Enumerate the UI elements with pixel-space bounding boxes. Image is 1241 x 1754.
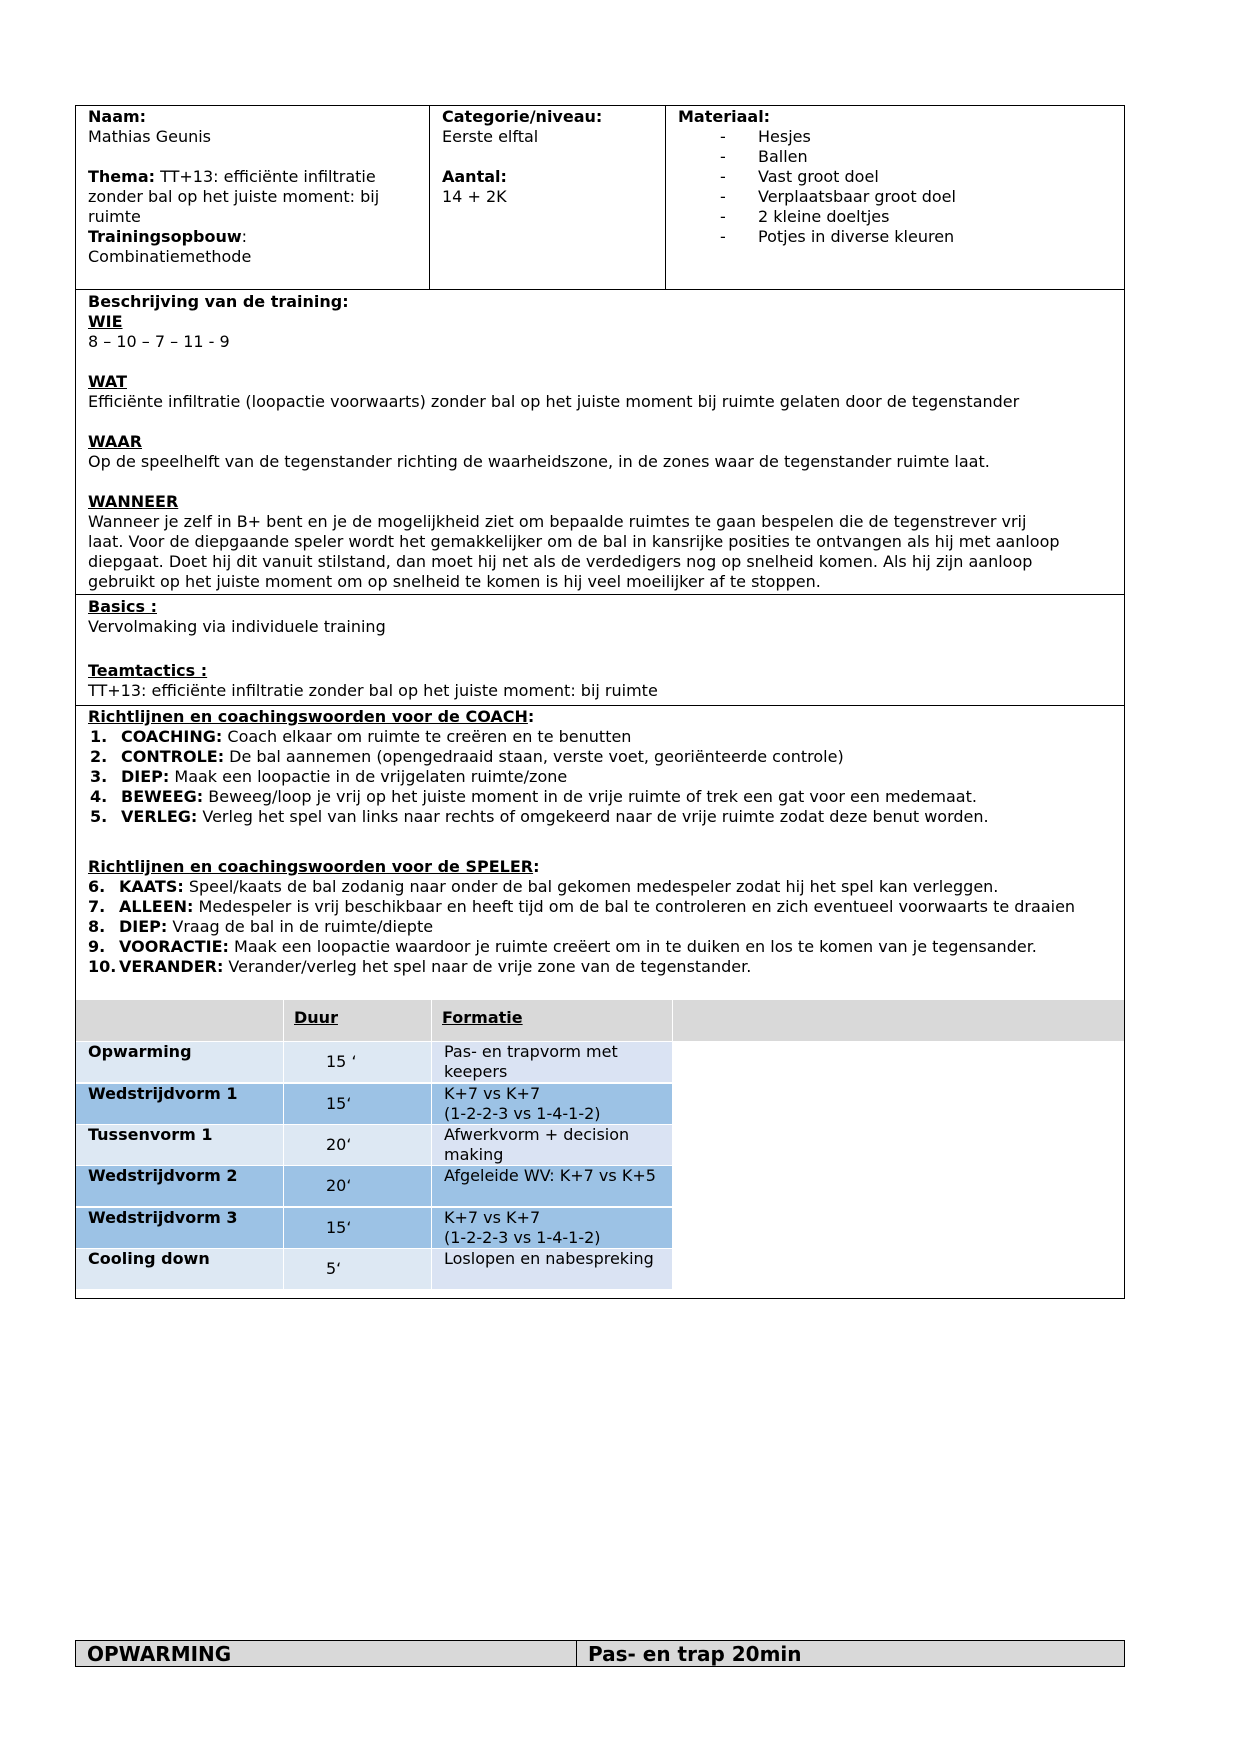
beschrijving-section [76, 292, 1124, 592]
materiaal-item [678, 167, 1112, 187]
teamtactics-value: TT+13: efficiënte infiltratie zonder bal op het juiste moment: bij ruimte [88, 681, 658, 700]
coaching-item [88, 877, 1112, 897]
dash: - [720, 187, 726, 206]
colon: : [527, 707, 535, 726]
item-keyword: KAATS: [119, 877, 184, 896]
row-divider [76, 1165, 672, 1166]
materiaal-text: Vast groot doel [758, 167, 879, 186]
aantal-label: Aantal: [442, 167, 507, 186]
materiaal-label: Materiaal: [678, 107, 771, 126]
item-number: 2. [90, 747, 108, 766]
schedule-row [76, 1248, 672, 1289]
wie-label: WIE [88, 312, 123, 331]
item-number: 6. [88, 877, 106, 896]
coaching-item [90, 747, 1112, 767]
item-text [119, 957, 751, 977]
item-description: Coach elkaar om ruimte te creëren en te benutten [222, 727, 632, 746]
wat-label: WAT [88, 372, 127, 391]
beschrijving-title: Beschrijving van de training: [88, 292, 349, 311]
row-name: Cooling down [76, 1248, 283, 1289]
coach-list [88, 727, 1112, 827]
item-number: 10. [88, 957, 117, 976]
cell-divider [283, 1248, 284, 1289]
item-number: 4. [90, 787, 108, 806]
categorie-label: Categorie/niveau: [442, 107, 603, 126]
item-text [119, 917, 433, 937]
row-duur: 5‘ [284, 1248, 431, 1289]
item-keyword: DIEP: [119, 917, 168, 936]
schedule-header [76, 1000, 1124, 1041]
item-description: Verleg het spel van links naar rechts of omgekeerd naar de vrije ruimte zodat deze benut worden. [197, 807, 989, 826]
item-number: 8. [88, 917, 106, 936]
wanneer-label: WANNEER [88, 492, 179, 511]
speler-title [88, 857, 1112, 877]
speler-title-text: Richtlijnen en coachingswoorden voor de SPELER [88, 857, 534, 876]
row-formatie: Afwerkvorm + decision making [432, 1124, 672, 1165]
dash: - [720, 127, 726, 146]
item-text [119, 897, 1075, 917]
row-divider [76, 1083, 672, 1084]
row-name: Opwarming [76, 1041, 283, 1082]
cell-divider [431, 1248, 432, 1289]
schedule-row [76, 1207, 672, 1248]
schedule-row [76, 1083, 672, 1124]
row-name: Wedstrijdvorm 2 [76, 1165, 283, 1206]
item-text [119, 937, 1037, 957]
item-number: 1. [90, 727, 108, 746]
coaching-item [90, 807, 1112, 827]
opbouw [88, 227, 416, 247]
aantal-value: 14 + 2K [442, 187, 507, 206]
item-keyword: COACHING: [121, 727, 223, 746]
item-keyword: VERLEG: [121, 807, 198, 826]
item-keyword: VERANDER: [119, 957, 224, 976]
item-description: De bal aannemen (opengedraaid staan, verste voet, georiënteerde controle) [224, 747, 844, 766]
waar-value: Op de speelhelft van de tegenstander richting de waarheidszone, in de zones waar de tegenstander ruimte laat. [88, 452, 990, 471]
section-title: OPWARMING [87, 1642, 232, 1666]
materiaal-text: Ballen [758, 147, 808, 166]
materiaal-text: Verplaatsbaar groot doel [758, 187, 956, 206]
row-formatie: K+7 vs K+7 (1-2-2-3 vs 1-4-1-2) [432, 1207, 672, 1248]
item-text [121, 787, 977, 807]
row-formatie: K+7 vs K+7 (1-2-2-3 vs 1-4-1-2) [432, 1083, 672, 1124]
basics-value: Vervolmaking via individuele training [88, 617, 386, 636]
coaching-item [88, 897, 1112, 917]
thema-value: TT+13: efficiënte infiltratie zonder bal op het juiste moment: bij ruimte [88, 167, 380, 226]
dash: - [720, 207, 726, 226]
dash: - [720, 147, 726, 166]
row-divider [76, 1207, 672, 1208]
row-formatie: Afgeleide WV: K+7 vs K+5 [432, 1165, 672, 1206]
cell-divider [283, 1124, 284, 1165]
item-description: Maak een loopactie waardoor je ruimte creëert om in te duiken en los te komen van je tegensander. [228, 937, 1037, 956]
item-description: Speel/kaats de bal zodanig naar onder de bal gekomen medespeler zodat hij het spel kan verleggen. [183, 877, 999, 896]
opbouw-value: Combinatiemethode [88, 247, 252, 266]
wanneer-line: diepgaat. Doet hij dit vanuit stilstand, dan moet hij net als de verdedigers nog op snelheid komen. Als hij zijn aanloop [88, 552, 1033, 571]
row-divider [76, 1248, 672, 1249]
item-keyword: DIEP: [121, 767, 170, 786]
wat-value: Efficiënte infiltratie (loopactie voorwaarts) zonder bal op het juiste moment bij ruimte gelaten door de tegenstander [88, 392, 1020, 411]
section-bar [75, 1640, 1125, 1667]
wanneer-line: laat. Voor de diepgaande speler wordt het gemakkelijker om de bal in kansrijke posities te ontvangen als hij met aanloop [88, 532, 1060, 551]
cell-divider [283, 1041, 284, 1082]
naam-cell [76, 107, 428, 267]
thema [88, 167, 418, 227]
dash: - [720, 227, 726, 246]
coaching-item [88, 917, 1112, 937]
item-keyword: ALLEEN: [119, 897, 194, 916]
divider [75, 705, 1125, 706]
cell-divider [283, 1083, 284, 1124]
divider [75, 594, 1125, 595]
wanneer-line: gebruikt op het juiste moment om op snelheid te komen is hij veel moeilijker af te stoppen. [88, 572, 821, 591]
item-description: Verander/verleg het spel naar de vrije zone van de tegenstander. [223, 957, 752, 976]
schedule-row [76, 1124, 672, 1165]
wie-value: 8 – 10 – 7 – 11 - 9 [88, 332, 230, 351]
row-formatie: Pas- en trapvorm met keepers [432, 1041, 672, 1082]
item-description: Maak een loopactie in de vrijgelaten ruimte/zone [169, 767, 568, 786]
colon: : [533, 857, 540, 876]
coaching-item [88, 937, 1112, 957]
item-number: 9. [88, 937, 106, 956]
waar-label: WAAR [88, 432, 143, 451]
cell-divider [431, 1041, 432, 1082]
divider [75, 289, 1125, 290]
materiaal-item [678, 207, 1112, 227]
item-keyword: CONTROLE: [121, 747, 225, 766]
item-text [121, 807, 989, 827]
row-name: Wedstrijdvorm 1 [76, 1083, 283, 1124]
coaching-section [76, 707, 1124, 977]
cell-divider [431, 1124, 432, 1165]
cell-divider [431, 1083, 432, 1124]
row-duur: 15 ‘ [284, 1041, 431, 1082]
categorie-cell [430, 107, 664, 207]
item-text [121, 747, 844, 767]
basics-label: Basics : [88, 597, 157, 616]
opbouw-label: Trainingsopbouw [88, 227, 242, 246]
item-number: 5. [90, 807, 108, 826]
item-description: Beweeg/loop je vrij op het juiste moment in de vrije ruimte of trek een gat voor een medemaat. [203, 787, 977, 806]
naam-label: Naam: [88, 107, 147, 126]
materiaal-text: 2 kleine doeltjes [758, 207, 890, 226]
coaching-item [90, 767, 1112, 787]
item-keyword: VOORACTIE: [119, 937, 229, 956]
cell-divider [431, 1207, 432, 1248]
materiaal-text: Potjes in diverse kleuren [758, 227, 955, 246]
opbouw-colon: : [241, 227, 248, 246]
dash: - [720, 167, 726, 186]
naam-value: Mathias Geunis [88, 127, 211, 146]
materiaal-item [678, 147, 1112, 167]
row-duur: 15‘ [284, 1083, 431, 1124]
basics-section [76, 597, 1124, 701]
section-duration: Pas- en trap 20min [588, 1642, 802, 1666]
schedule-row [76, 1165, 672, 1206]
thema-label: Thema: [88, 167, 156, 186]
materiaal-text: Hesjes [758, 127, 811, 146]
coaching-item [90, 787, 1112, 807]
item-keyword: BEWEEG: [121, 787, 204, 806]
coach-title [88, 707, 1112, 727]
cell-divider [283, 1165, 284, 1206]
header-duur: Duur [294, 1008, 338, 1027]
teamtactics-label: Teamtactics : [88, 661, 208, 680]
row-duur: 20‘ [284, 1124, 431, 1165]
cell-divider [431, 1165, 432, 1206]
categorie-value: Eerste elftal [442, 127, 539, 146]
row-name: Tussenvorm 1 [76, 1124, 283, 1165]
item-text [121, 767, 567, 787]
row-divider [76, 1041, 672, 1042]
row-duur: 15‘ [284, 1207, 431, 1248]
coaching-item [88, 957, 1112, 977]
item-description: Vraag de bal in de ruimte/diepte [167, 917, 434, 936]
materiaal-item [678, 227, 1112, 247]
item-description: Medespeler is vrij beschikbaar en heeft tijd om de bal te controleren en zich eventueel voorwaarts te draaien [193, 897, 1076, 916]
header-formatie: Formatie [442, 1008, 523, 1027]
item-number: 3. [90, 767, 108, 786]
coaching-item [90, 727, 1112, 747]
materiaal-item [678, 187, 1112, 207]
row-duur: 20‘ [284, 1165, 431, 1206]
row-formatie: Loslopen en nabespreking [432, 1248, 672, 1289]
item-text [121, 727, 631, 747]
row-name: Wedstrijdvorm 3 [76, 1207, 283, 1248]
schedule-row [76, 1041, 672, 1082]
materiaal-item [678, 127, 1112, 147]
item-number: 7. [88, 897, 106, 916]
coach-title-text: Richtlijnen en coachingswoorden voor de COACH [88, 707, 528, 726]
item-text [119, 877, 998, 897]
row-divider [76, 1124, 672, 1125]
cell-divider [283, 1207, 284, 1248]
speler-list [88, 877, 1112, 977]
wanneer-line: Wanneer je zelf in B+ bent en je de mogelijkheid ziet om bepaalde ruimtes te gaan bespelen die de tegenstrever vrij [88, 512, 1027, 531]
materiaal-cell [666, 107, 1124, 247]
